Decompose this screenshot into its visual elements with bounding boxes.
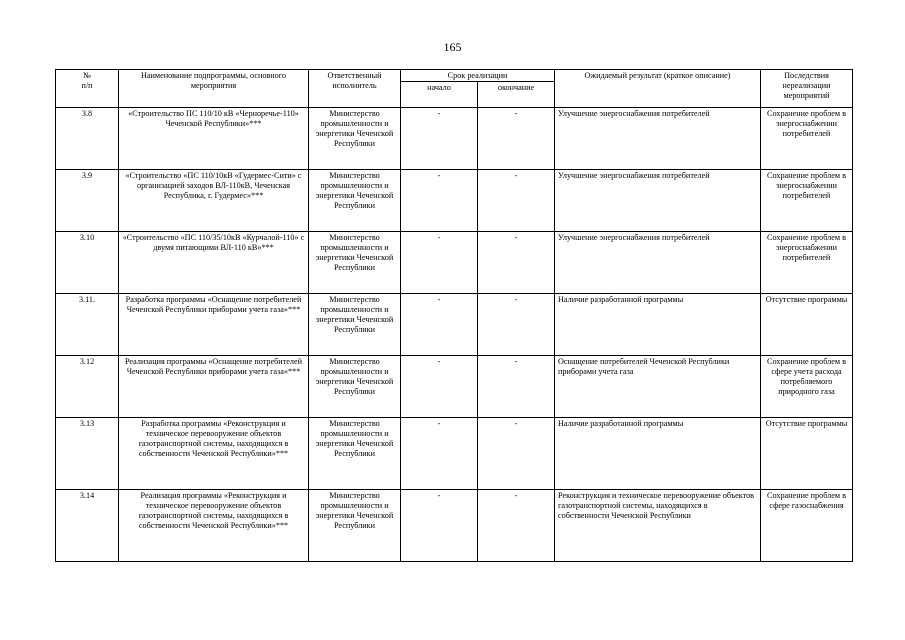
row-end: -	[478, 490, 555, 562]
row-end: -	[478, 418, 555, 490]
row-start: -	[401, 108, 478, 170]
row-responsible: Министерство промышленности и энергетики Чеченской Республики	[309, 294, 401, 356]
row-consequences: Сохранение проблем в энергоснабжении потребителей	[761, 170, 853, 232]
row-start: -	[401, 356, 478, 418]
row-responsible: Министерство промышленности и энергетики Чеченской Республики	[309, 356, 401, 418]
row-responsible: Министерство промышленности и энергетики Чеченской Республики	[309, 170, 401, 232]
row-end: -	[478, 170, 555, 232]
row-result: Улучшение энергоснабжения потребителей	[555, 108, 761, 170]
row-end: -	[478, 356, 555, 418]
row-num: 3.11.	[56, 294, 119, 356]
header-name: Наименование подпрограммы, основного мероприятия	[119, 70, 309, 108]
row-num: 3.13	[56, 418, 119, 490]
row-name: «Строительство «ПС 110/10кВ «Гудермес-Сити» с организацией заходов ВЛ-110кВ, Чеченская Республика, г. Гудермес»***	[119, 170, 309, 232]
row-result: Оснащение потребителей Чеченской Республики приборами учета газа	[555, 356, 761, 418]
row-start: -	[401, 490, 478, 562]
row-end: -	[478, 232, 555, 294]
row-responsible: Министерство промышленности и энергетики Чеченской Республики	[309, 490, 401, 562]
row-end: -	[478, 108, 555, 170]
row-name: Реализация программы «Оснащение потребителей Чеченской Республики приборами учета газа»***	[119, 356, 309, 418]
row-result: Наличие разработанной программы	[555, 418, 761, 490]
table-row	[56, 108, 853, 170]
header-result: Ожидаемый результат (краткое описание)	[555, 70, 761, 108]
row-result: Реконструкция и техническое перевооружение объектов газотранспортной системы, находящихся в собственности Чеченской Республики	[555, 490, 761, 562]
table-row	[56, 490, 853, 562]
row-consequences: Сохранение проблем в энергоснабжении потребителей	[761, 108, 853, 170]
row-consequences: Сохранение проблем в сфере газоснабжения	[761, 490, 853, 562]
header-row	[56, 70, 853, 82]
table-row	[56, 232, 853, 294]
table-row	[56, 418, 853, 490]
row-name: Разработка программы «Реконструкция и техническое перевооружение объектов газотранспортной системы, находящихся в собственности Чеченской Республики»***	[119, 418, 309, 490]
row-num: 3.10	[56, 232, 119, 294]
row-result: Улучшение энергоснабжения потребителей	[555, 232, 761, 294]
row-consequences: Отсутствие программы	[761, 418, 853, 490]
row-responsible: Министерство промышленности и энергетики Чеченской Республики	[309, 232, 401, 294]
row-consequences: Сохранение проблем в сфере учета расхода потребляемого природного газа	[761, 356, 853, 418]
table-row	[56, 356, 853, 418]
table-row	[56, 170, 853, 232]
row-start: -	[401, 232, 478, 294]
row-name: Реализация программы «Реконструкция и техническое перевооружение объектов газотранспортной системы, находящихся в собственности Чеченской Республики»***	[119, 490, 309, 562]
row-result: Наличие разработанной программы	[555, 294, 761, 356]
row-responsible: Министерство промышленности и энергетики Чеченской Республики	[309, 418, 401, 490]
row-consequences: Отсутствие программы	[761, 294, 853, 356]
row-num: 3.8	[56, 108, 119, 170]
table-row	[56, 294, 853, 356]
header-num: № п/п	[56, 70, 119, 108]
row-name: «Строительство ПС 110/10 кВ «Черноречье-110» Чеченской Республики»***	[119, 108, 309, 170]
row-start: -	[401, 418, 478, 490]
measures-table	[55, 69, 853, 562]
row-result: Улучшение энергоснабжения потребителей	[555, 170, 761, 232]
row-name: «Строительство «ПС 110/35/10кВ «Курчалой-110» с двумя питающими ВЛ-110 кВ»***	[119, 232, 309, 294]
row-name: Разработка программы «Оснащение потребителей Чеченской Республики приборами учета газа»***	[119, 294, 309, 356]
row-start: -	[401, 170, 478, 232]
row-start: -	[401, 294, 478, 356]
header-period: Срок реализации	[401, 70, 555, 82]
header-responsible: Ответственный исполнитель	[309, 70, 401, 108]
header-start: начало	[401, 82, 478, 108]
row-num: 3.9	[56, 170, 119, 232]
row-num: 3.14	[56, 490, 119, 562]
row-end: -	[478, 294, 555, 356]
row-num: 3.12	[56, 356, 119, 418]
header-end: окончание	[478, 82, 555, 108]
page-number: 165	[443, 40, 462, 54]
row-responsible: Министерство промышленности и энергетики Чеченской Республики	[309, 108, 401, 170]
row-consequences: Сохранение проблем в энергоснабжении потребителей	[761, 232, 853, 294]
header-consequences: Последствия нереализации мероприятий	[761, 70, 853, 108]
